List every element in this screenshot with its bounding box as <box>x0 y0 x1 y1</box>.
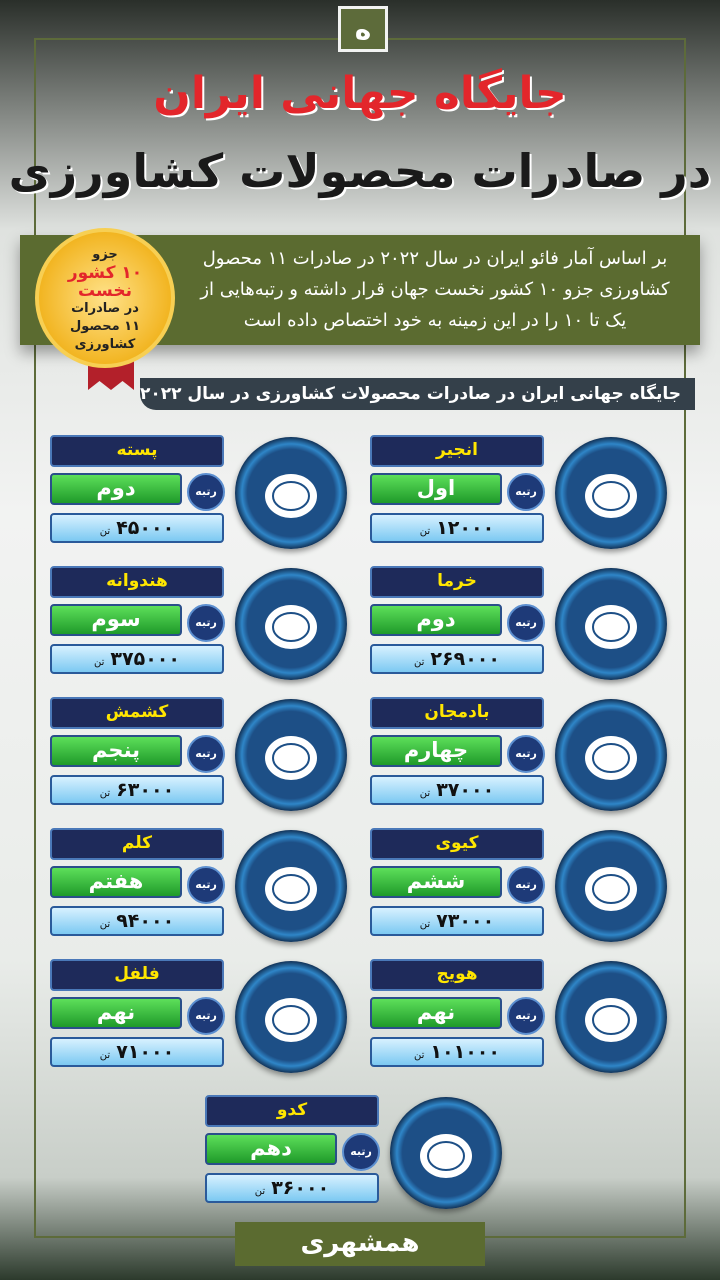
section-subtitle: جایگاه جهانی ایران در صادرات محصولات کشاورزی در سال ۲۰۲۲ <box>140 378 695 410</box>
eggplant-icon <box>555 699 667 811</box>
badge-line: ۱۰ کشور نخست <box>67 263 143 301</box>
tonnage <box>370 1037 544 1067</box>
rank-label: رتبه <box>187 473 225 511</box>
rank-label: رتبه <box>507 604 545 642</box>
rank-value: هفتم <box>50 866 182 898</box>
tonnage-value: ۱۲۰۰۰ <box>436 517 495 539</box>
watermelon-icon <box>235 568 347 680</box>
rank-value: پنجم <box>50 735 182 767</box>
product-name: پسته <box>50 435 224 467</box>
product-card <box>55 697 347 807</box>
product-name: کلم <box>50 828 224 860</box>
product-card <box>375 828 667 938</box>
rank-label: رتبه <box>187 997 225 1035</box>
tonnage-value: ۲۶۹۰۰۰ <box>430 648 500 670</box>
product-card <box>375 566 667 676</box>
tonnage-value: ۶۳۰۰۰ <box>116 779 175 801</box>
product-name: هویج <box>370 959 544 991</box>
unit-label: تن <box>254 1186 266 1197</box>
tonnage-value: ۴۵۰۰۰ <box>116 517 175 539</box>
rank-label: رتبه <box>507 997 545 1035</box>
pepper-icon <box>235 961 347 1073</box>
cabbage-icon <box>235 830 347 942</box>
pistachio-icon <box>235 437 347 549</box>
product-name: فلفل <box>50 959 224 991</box>
tonnage <box>50 906 224 936</box>
unit-label: تن <box>99 1050 111 1061</box>
tonnage-value: ۷۱۰۰۰ <box>116 1041 175 1063</box>
product-card <box>375 435 667 545</box>
product-card <box>55 566 347 676</box>
rank-value: ششم <box>370 866 502 898</box>
tonnage-value: ۹۴۰۰۰ <box>116 910 175 932</box>
unit-label: تن <box>94 657 105 668</box>
product-card <box>210 1095 502 1205</box>
rank-label: رتبه <box>507 735 545 773</box>
product-name: کیوی <box>370 828 544 860</box>
unit-label: تن <box>419 919 431 930</box>
rank-value: اول <box>370 473 502 505</box>
tonnage <box>370 906 544 936</box>
product-name: هندوانه <box>50 566 224 598</box>
badge-line: جزو <box>92 247 118 262</box>
rank-value: دهم <box>205 1133 337 1165</box>
intro-text: بر اساس آمار فائو ایران در سال ۲۰۲۲ در صادرات ۱۱ محصول کشاورزی جزو ۱۰ کشور نخست جهان قرار داشته و رتبه‌هایی از یک تا ۱۰ را در این زمینه به خود اختصاص داده است <box>200 248 670 331</box>
hamshahri-logo: همشهری <box>235 1222 485 1266</box>
tonnage-value: ۳۷۵۰۰۰ <box>110 648 180 670</box>
product-card <box>375 697 667 807</box>
carrot-icon <box>555 961 667 1073</box>
tonnage <box>370 775 544 805</box>
rank-value: نهم <box>370 997 502 1029</box>
product-name: خرما <box>370 566 544 598</box>
rank-value: چهارم <box>370 735 502 767</box>
unit-label: تن <box>414 1050 425 1061</box>
product-card <box>55 435 347 545</box>
tonnage <box>50 775 224 805</box>
rank-label: رتبه <box>187 604 225 642</box>
rank-value: دوم <box>50 473 182 505</box>
title-line-2: در صادرات محصولات کشاورزی <box>8 144 712 198</box>
rank-label: رتبه <box>342 1133 380 1171</box>
rank-label: رتبه <box>507 473 545 511</box>
unit-label: تن <box>419 526 431 537</box>
product-card <box>55 959 347 1069</box>
product-card <box>55 828 347 938</box>
kiwi-icon <box>555 830 667 942</box>
rank-label: رتبه <box>187 735 225 773</box>
fig-icon <box>555 437 667 549</box>
badge-line: ۱۱ محصول <box>69 319 141 334</box>
publisher-logo: ه <box>338 6 388 52</box>
raisin-icon <box>235 699 347 811</box>
unit-label: تن <box>419 788 431 799</box>
rank-value: نهم <box>50 997 182 1029</box>
product-card <box>375 959 667 1069</box>
tonnage <box>205 1173 379 1203</box>
rank-value: سوم <box>50 604 182 636</box>
title-line-1: جایگاه جهانی ایران <box>153 68 567 119</box>
tonnage <box>50 644 224 674</box>
unit-label: تن <box>99 788 111 799</box>
badge-line: در صادرات <box>71 301 139 316</box>
product-name: کدو <box>205 1095 379 1127</box>
product-name: انجیر <box>370 435 544 467</box>
medal-badge <box>35 228 175 368</box>
product-name: کشمش <box>50 697 224 729</box>
dates-icon <box>555 568 667 680</box>
tonnage-value: ۳۶۰۰۰ <box>271 1177 330 1199</box>
tonnage-value: ۷۳۰۰۰ <box>436 910 495 932</box>
unit-label: تن <box>99 526 111 537</box>
badge-line: کشاورزی <box>74 337 136 352</box>
rank-label: رتبه <box>507 866 545 904</box>
product-name: بادمجان <box>370 697 544 729</box>
unit-label: تن <box>99 919 111 930</box>
pumpkin-icon <box>390 1097 502 1209</box>
tonnage <box>50 1037 224 1067</box>
tonnage-value: ۳۷۰۰۰ <box>436 779 495 801</box>
tonnage <box>370 644 544 674</box>
rank-label: رتبه <box>187 866 225 904</box>
rank-value: دوم <box>370 604 502 636</box>
unit-label: تن <box>414 657 425 668</box>
tonnage-value: ۱۰۱۰۰۰ <box>430 1041 500 1063</box>
tonnage <box>50 513 224 543</box>
tonnage <box>370 513 544 543</box>
